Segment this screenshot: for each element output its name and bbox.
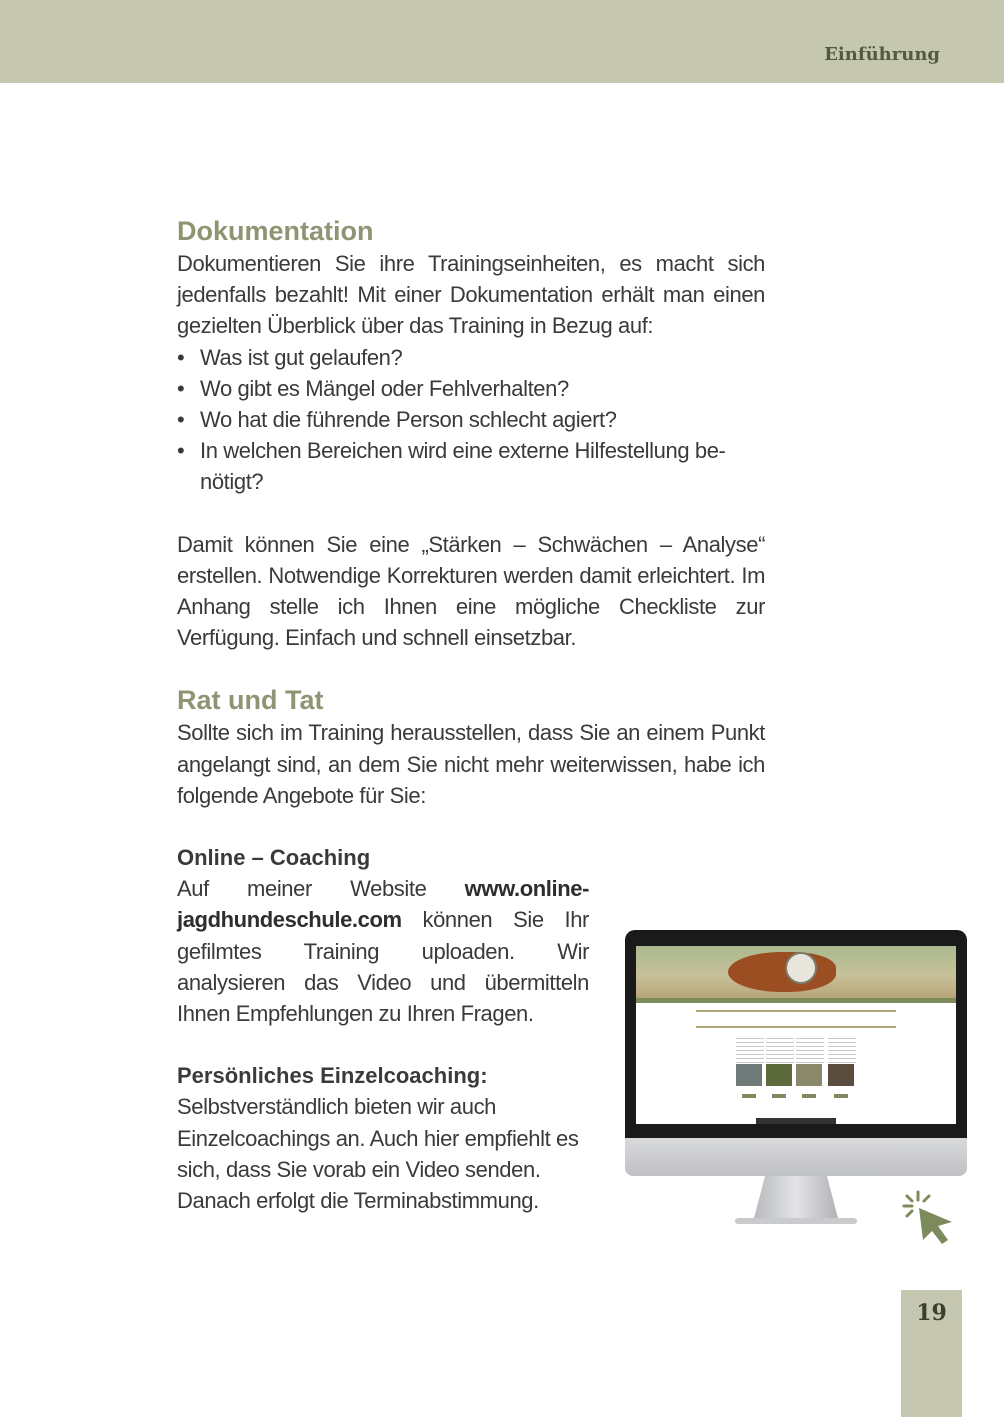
dokumentation-intro: Dokumentieren Sie ihre Trainingseinheiten, es macht sich jedenfalls bezahlt! Mit einer Dokumentation erhält man einen gezielten Überblick über das Training in Bezug auf:: [177, 251, 765, 339]
list-item: • In welchen Bereichen wird eine externe Hilfestellung be-nötigt?: [177, 435, 765, 497]
website-thumbnail: [828, 1064, 854, 1086]
website-thumbnail: [736, 1064, 762, 1086]
website-thumbnail: [766, 1064, 792, 1086]
dog-image: [728, 952, 836, 992]
website-button: [802, 1094, 816, 1098]
header-bar: [0, 0, 1004, 83]
einzelcoaching-title: Persönliches Einzelcoaching:: [177, 1063, 488, 1089]
website-footer-bar: [756, 1118, 836, 1124]
website-logo-seal: [785, 952, 817, 984]
chapter-title: Einführung: [824, 44, 940, 65]
monitor-chin: [625, 1138, 967, 1176]
dokumentation-paragraph: Damit können Sie eine „Stärken – Schwächen – Analyse“ erstellen. Notwendige Korrekturen werden damit erleichtert. Im Anhang stelle ich Ihnen eine mögliche Checkliste zur Verfügung. Einfach und schnell einsetzbar.: [177, 531, 765, 651]
section-heading-dokumentation: Dokumentation: [177, 216, 374, 246]
monitor-stand: [753, 1176, 839, 1222]
website-column-text: [796, 1038, 824, 1064]
click-cursor-icon: [898, 1188, 960, 1250]
list-item: • Wo gibt es Mängel oder Fehlverhalten?: [177, 373, 765, 404]
website-thumbnail: [796, 1064, 822, 1086]
website-column-text: [766, 1038, 794, 1064]
website-heading-lines: [696, 1010, 896, 1028]
website-navbar: [636, 998, 956, 1003]
website-link[interactable]: www.online-jagdhundeschule.com: [177, 876, 589, 933]
online-coaching-title: Online – Coaching: [177, 845, 371, 871]
website-screenshot: [636, 946, 956, 1124]
list-item: • Was ist gut gelaufen?: [177, 342, 765, 373]
website-button: [742, 1094, 756, 1098]
monitor-stand-base: [735, 1218, 857, 1224]
section-heading-rat-und-tat: Rat und Tat: [177, 685, 324, 716]
page-number-tab: [901, 1290, 962, 1417]
rat-und-tat-intro: Sollte sich im Training herausstellen, dass Sie an einem Punkt angelangt sind, an dem Sie nicht mehr weiterwissen, habe ich folgende Angebote für Sie:: [177, 720, 765, 808]
einzelcoaching-text: Selbstverständlich bieten wir auch Einzelcoachings an. Auch hier empfiehlt es sich, dass Sie vorab ein Video senden. Danach erfolgt die Terminabstimmung.: [177, 1094, 579, 1214]
website-column-text: [828, 1038, 856, 1064]
monitor-screen-frame: [625, 930, 967, 1138]
website-button: [834, 1094, 848, 1098]
dokumentation-list: [177, 342, 765, 498]
website-column-text: [736, 1038, 764, 1064]
website-button: [772, 1094, 786, 1098]
page-number: 19: [916, 1300, 947, 1326]
list-item: • Wo hat die führende Person schlecht agiert?: [177, 404, 765, 435]
online-coaching-text: Auf meiner Website www.online-jagdhundeschule.com können Sie Ihr gefilmtes Training uploaden. Wir analysieren das Video und übermitteln Ihnen Empfehlungen zu Ihren Fragen.: [177, 876, 589, 1027]
